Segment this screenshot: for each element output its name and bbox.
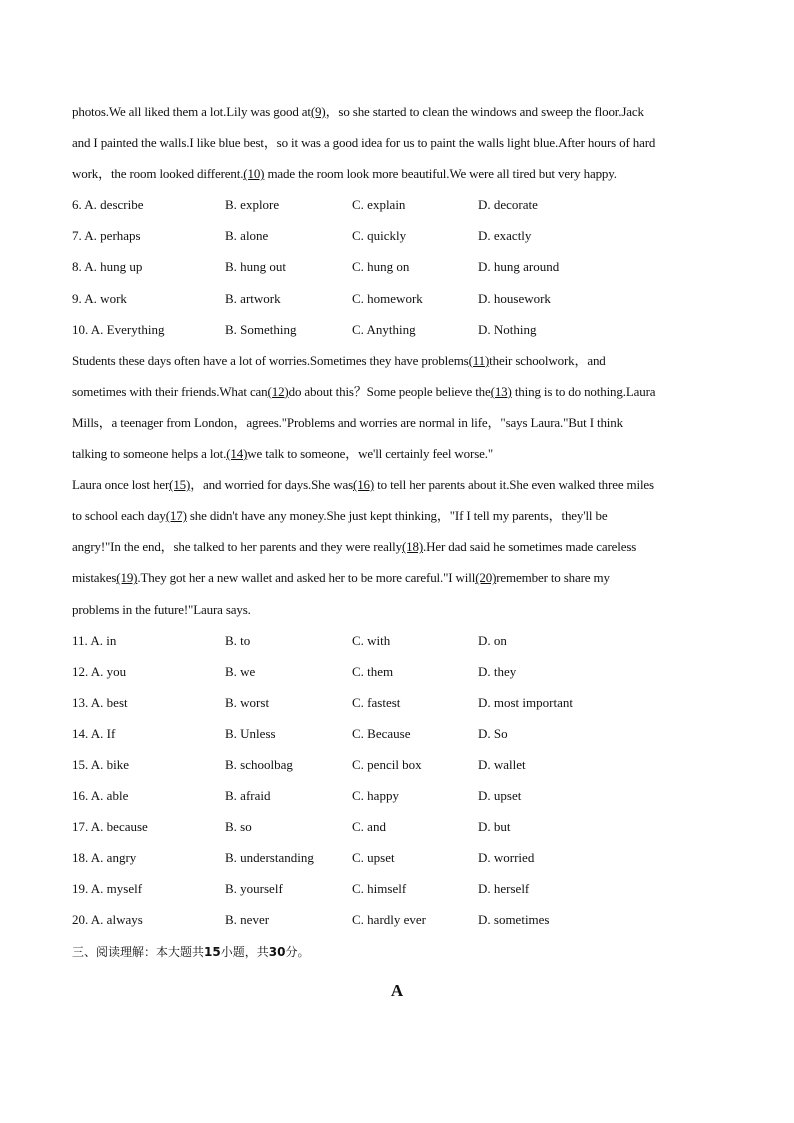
blank-15: (15)	[169, 477, 191, 493]
option-a[interactable]	[72, 816, 148, 838]
option-b[interactable]: B. explore	[225, 197, 280, 213]
option-a[interactable]	[72, 194, 144, 216]
option-a[interactable]	[72, 909, 143, 931]
option-d[interactable]: D. So	[478, 725, 508, 741]
option-b[interactable]: B. alone	[225, 228, 269, 244]
question-row	[72, 847, 732, 878]
option-c[interactable]: C. hung on	[352, 259, 410, 275]
option-b[interactable]: B. understanding	[225, 850, 314, 866]
option-b[interactable]: B. afraid	[225, 788, 271, 804]
option-c[interactable]: C. happy	[352, 788, 399, 804]
question-number: 17.	[72, 819, 89, 835]
question-row	[72, 878, 732, 909]
option-c[interactable]: C. himself	[352, 881, 407, 897]
option-text: A. in	[90, 632, 117, 648]
question-number: 19.	[72, 881, 89, 897]
option-a[interactable]	[72, 785, 128, 807]
option-d[interactable]: D. decorate	[478, 197, 538, 213]
passage-title: A	[390, 981, 404, 1000]
option-d[interactable]: D. exactly	[478, 228, 532, 244]
option-text: A. able	[90, 788, 129, 804]
option-c[interactable]: C. explain	[352, 197, 406, 213]
option-c[interactable]: C. Anything	[352, 321, 416, 337]
question-number: 9.	[72, 290, 82, 306]
question-number: 15.	[72, 756, 89, 772]
option-b[interactable]: B. artwork	[225, 290, 281, 306]
option-d[interactable]: D. Nothing	[478, 321, 537, 337]
blank-10: (10)	[243, 166, 265, 182]
option-text: A. Everything	[90, 321, 165, 337]
question-row	[72, 225, 732, 256]
blank-19: (19)	[116, 570, 138, 586]
option-d[interactable]: D. hung around	[478, 259, 560, 275]
question-group-6-10	[72, 194, 732, 349]
option-a[interactable]	[72, 692, 128, 714]
option-a[interactable]	[72, 723, 115, 745]
option-text: A. you	[90, 663, 127, 679]
blank-17: (17)	[165, 508, 187, 524]
passage-line: mistakes(19).They got her a new wallet and asked her to be more careful."I will(20)remember to share my	[72, 570, 610, 586]
option-d[interactable]: D. they	[478, 663, 517, 679]
question-number: 12.	[72, 663, 89, 679]
option-c[interactable]: C. hardly ever	[352, 912, 427, 928]
blank-20: (20)	[475, 570, 497, 586]
question-number: 13.	[72, 694, 89, 710]
option-text: A. bike	[90, 756, 130, 772]
question-row	[72, 754, 732, 785]
option-b[interactable]: B. Something	[225, 321, 297, 337]
option-d[interactable]: D. worried	[478, 850, 535, 866]
option-c[interactable]: C. pencil box	[352, 756, 422, 772]
section-heading: 三、阅读理解：本大题共15小题，共30分。	[72, 944, 310, 959]
question-number: 7.	[72, 228, 82, 244]
passage-line: problems in the future!"Laura says.	[72, 601, 251, 617]
option-c[interactable]: C. Because	[352, 725, 411, 741]
question-row	[72, 288, 732, 319]
question-row	[72, 816, 732, 847]
option-text: A. myself	[90, 881, 143, 897]
passage-line: sometimes with their friends.What can(12)do about this？Some people believe the(13) thing is to do nothing.Laura	[72, 383, 656, 399]
exam-page	[72, 101, 732, 1000]
option-a[interactable]	[72, 319, 164, 341]
option-b[interactable]: B. hung out	[225, 259, 287, 275]
question-number: 8.	[72, 259, 82, 275]
option-b[interactable]: B. Unless	[225, 725, 276, 741]
option-c[interactable]: C. quickly	[352, 228, 407, 244]
blank-9: (9)	[310, 104, 326, 119]
passage-line: and I painted the walls.I like blue best，so it was a good idea for us to paint the walls light blue.After hours of hard	[72, 135, 656, 151]
option-d[interactable]: D. herself	[478, 881, 530, 897]
passage-line: photos.We all liked them a lot.Lily was good at(9)，so she started to clean the windows and sweep the floor.Jack	[72, 104, 644, 119]
question-number: 14.	[72, 725, 89, 741]
option-c[interactable]: C. them	[352, 663, 394, 679]
option-text: A. perhaps	[84, 228, 141, 244]
question-number: 10.	[72, 321, 89, 337]
option-a[interactable]	[72, 225, 141, 247]
question-number: 11.	[72, 632, 88, 648]
option-text: A. angry	[90, 850, 137, 866]
option-c[interactable]: C. with	[352, 632, 391, 648]
question-number: 16.	[72, 788, 89, 804]
option-a[interactable]	[72, 256, 142, 278]
question-number: 18.	[72, 850, 89, 866]
passage-line: Students these days often have a lot of worries.Sometimes they have problems(11)their schoolwork，and	[72, 352, 606, 368]
option-a[interactable]	[72, 630, 116, 652]
passage-line: to school each day(17) she didn't have any money.She just kept thinking，"If I tell my parents，they'll be	[72, 508, 608, 524]
blank-13: (13)	[490, 383, 512, 399]
option-d[interactable]: D. most important	[478, 694, 573, 710]
option-b[interactable]: B. so	[225, 819, 252, 835]
blank-18: (18)	[401, 539, 424, 555]
question-row	[72, 692, 732, 723]
question-row	[72, 630, 732, 661]
option-c[interactable]: C. fastest	[352, 694, 401, 710]
question-row	[72, 909, 732, 940]
option-text: A. because	[90, 819, 148, 835]
question-row	[72, 194, 732, 225]
option-text: A. describe	[84, 197, 144, 213]
option-c[interactable]: C. homework	[352, 290, 423, 306]
option-d[interactable]: D. sometimes	[478, 912, 550, 928]
option-d[interactable]: D. on	[478, 632, 507, 648]
option-b[interactable]: B. never	[225, 912, 270, 928]
option-d[interactable]: D. wallet	[478, 756, 526, 772]
option-b[interactable]: B. schoolbag	[225, 756, 293, 772]
option-a[interactable]	[72, 878, 142, 900]
option-text: A. best	[90, 694, 128, 710]
blank-14: (14)	[226, 446, 248, 462]
option-b[interactable]: B. yourself	[225, 881, 283, 897]
option-a[interactable]	[72, 288, 127, 310]
question-group-11-20	[72, 630, 732, 941]
passage-line: angry!"In the end，she talked to her parents and they were really(18).Her dad said he sometimes made careless	[72, 539, 637, 555]
option-b[interactable]: B. to	[225, 632, 251, 648]
blank-16: (16)	[353, 477, 375, 493]
option-a[interactable]	[72, 847, 136, 869]
question-row	[72, 661, 732, 692]
blank-11: (11)	[468, 352, 490, 368]
question-row	[72, 256, 732, 287]
option-c[interactable]: C. and	[352, 819, 386, 835]
option-text: A. If	[90, 725, 116, 741]
option-b[interactable]: B. worst	[225, 694, 270, 710]
option-a[interactable]	[72, 661, 126, 683]
option-b[interactable]: B. we	[225, 663, 256, 679]
option-d[interactable]: D. upset	[478, 788, 522, 804]
option-a[interactable]	[72, 754, 129, 776]
passage-line: talking to someone helps a lot.(14)we talk to someone，we'll certainly feel worse."	[72, 446, 493, 462]
option-d[interactable]: D. housework	[478, 290, 551, 306]
passage-line: Mills，a teenager from London，agrees."Problems and worries are normal in life，"says Laura."But I think	[72, 414, 623, 430]
passage-line: work，the room looked different.(10) made the room look more beautiful.We were all tired but very happy.	[72, 166, 617, 182]
blank-12: (12)	[267, 383, 289, 399]
option-c[interactable]: C. upset	[352, 850, 395, 866]
option-text: A. work	[84, 290, 127, 306]
question-row	[72, 785, 732, 816]
question-row	[72, 319, 732, 350]
option-d[interactable]: D. but	[478, 819, 511, 835]
question-number: 6.	[72, 197, 82, 213]
passage-line: Laura once lost her(15)，and worried for days.She was(16) to tell her parents about it.She even walked three miles	[72, 477, 654, 493]
option-text: A. hung up	[84, 259, 143, 275]
option-text: A. always	[90, 912, 143, 928]
question-number: 20.	[72, 912, 89, 928]
question-row	[72, 723, 732, 754]
